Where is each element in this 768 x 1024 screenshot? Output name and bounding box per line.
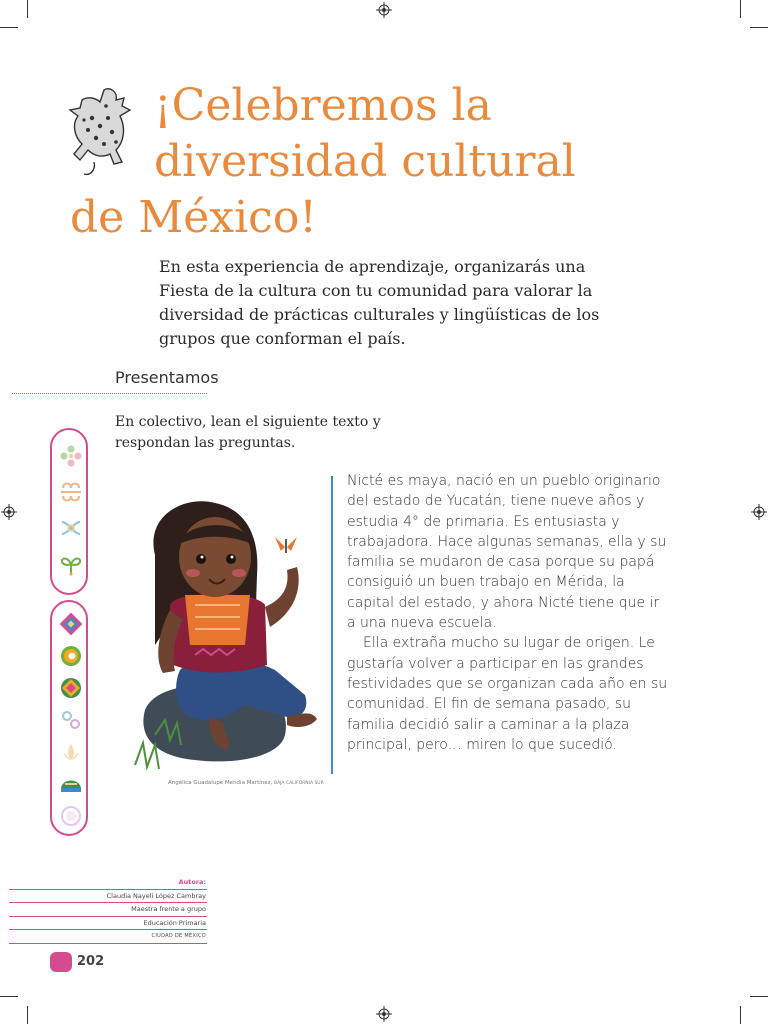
illustrator-place: BAJA CALIFORNIA SUR	[274, 781, 324, 786]
page-title-line-2: diversidad cultural	[154, 136, 576, 187]
registration-mark-icon	[376, 2, 392, 18]
story-paragraph-1: Nicté es maya, nació en un pueblo originario del estado de Yucatán, tiene nueve años y estudia 4° de primaria. Es entusiasta y trabajadora. Hace algunas semanas, ella y su familia se mudaron de casa porque su papá consiguió un buen trabajo en Mérida, la capital del estado, y ahora Nicté tiene que ir a una nueva escuela.	[347, 473, 667, 632]
author-label: Autora:	[9, 876, 207, 890]
flower-icon	[59, 444, 83, 468]
sprout-icon	[59, 552, 83, 576]
author-level: Educación Primaria	[9, 917, 207, 931]
chain-icon	[59, 708, 83, 732]
girl-illustration	[115, 495, 330, 780]
knot-icon	[59, 516, 83, 540]
page-number: 202	[77, 954, 105, 969]
page-title-line-3: de México!	[70, 192, 317, 243]
crop-mark	[0, 996, 18, 997]
crop-mark	[740, 1006, 741, 1024]
side-icon-strip-bottom	[50, 600, 88, 836]
section-heading: Presentamos	[115, 368, 219, 387]
author-credits	[9, 876, 207, 944]
spiral-icon	[59, 644, 83, 668]
page-badge-icon	[50, 952, 72, 972]
author-city: CIUDAD DE MÉXICO	[9, 930, 207, 944]
author-role: Maestra frente a grupo	[9, 903, 207, 917]
intro-paragraph: En esta experiencia de aprendizaje, organizarás una Fiesta de la cultura con tu comunidad para valorar la diversidad de prácticas culturales y lingüísticas de los grupos que conforman el país.	[159, 257, 600, 348]
illustration-credit	[168, 780, 328, 786]
registration-mark-icon	[1, 504, 17, 520]
crop-mark	[0, 27, 18, 28]
side-icon-strip-top	[50, 428, 88, 595]
story-text	[347, 471, 669, 755]
diamond-icon	[59, 612, 83, 636]
registration-mark-icon	[751, 504, 767, 520]
registration-mark-icon	[376, 1006, 392, 1022]
instructions-text: En colectivo, lean el siguiente texto y respondan las preguntas.	[115, 414, 381, 451]
sun-icon	[59, 804, 83, 828]
story-divider	[331, 476, 333, 774]
story-paragraph-2: Ella extraña mucho su lugar de origen. Le gustaría volver a participar en las grandes festividades que se organizan cada año en su comunidad. El fin de semana pasado, su familia decidió salir a caminar a la plaza principal, pero… miren lo que sucedió.	[347, 635, 668, 753]
jaguar-icon	[66, 84, 142, 180]
crop-mark	[750, 27, 768, 28]
lotus-icon	[59, 740, 83, 764]
star-icon	[59, 676, 83, 700]
author-name: Claudia Nayeli López Cambray	[9, 890, 207, 904]
illustrator-name: Angélica Guadalupe Mendía Martínez,	[168, 780, 273, 786]
crop-mark	[750, 996, 768, 997]
swirl-icon	[59, 480, 83, 504]
crop-mark	[740, 0, 741, 18]
page-title-line-1: ¡Celebremos la	[154, 80, 492, 131]
crop-mark	[27, 1006, 28, 1024]
mound-icon	[59, 772, 83, 796]
crop-mark	[27, 0, 28, 18]
section-divider	[12, 393, 207, 394]
